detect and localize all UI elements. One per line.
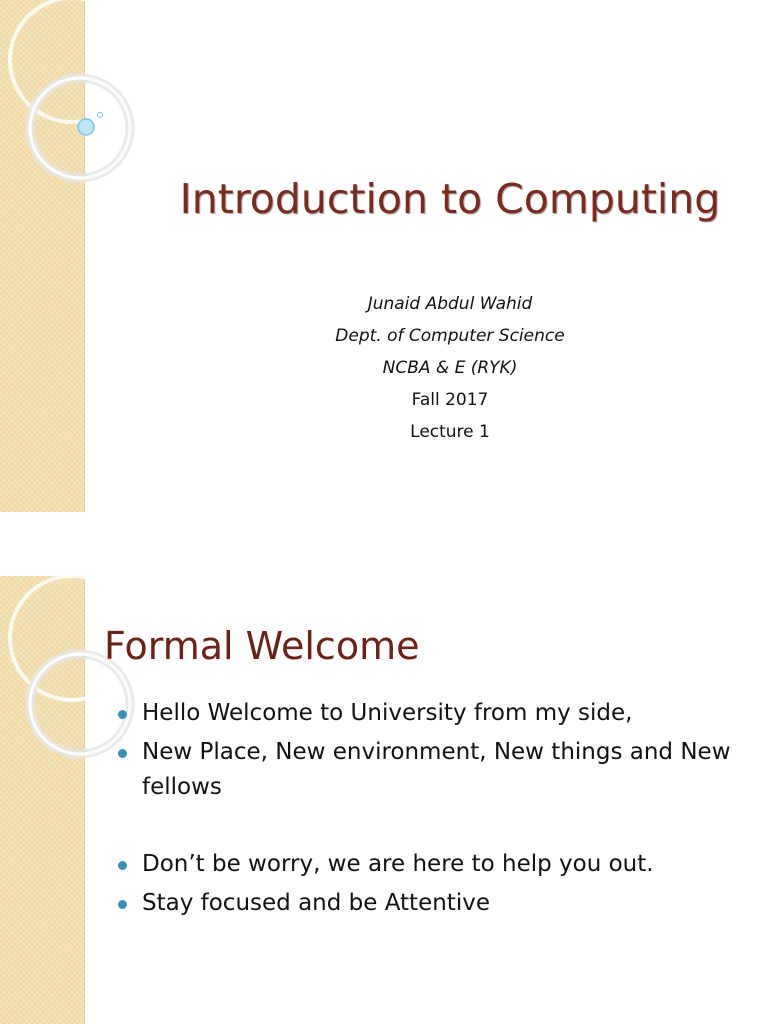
bullet-icon [118, 749, 127, 758]
lecture-number: Lecture 1 [410, 422, 490, 442]
list-item: Hello Welcome to University from my side, [118, 696, 738, 731]
list-item: Stay focused and be Attentive [118, 886, 738, 921]
bullet-icon [118, 710, 127, 719]
slide-title: Introduction to Computing [179, 175, 721, 223]
bullet-icon [118, 900, 127, 909]
bullet-icon [118, 861, 127, 870]
list-item: Don’t be worry, we are here to help you out. [118, 847, 738, 882]
slide-title: Formal Welcome [104, 624, 420, 668]
decorative-rings-icon [0, 0, 140, 260]
content-slide [0, 576, 768, 1024]
institution: NCBA & E (RYK) [382, 358, 518, 378]
list-item: New Place, New environment, New things and New fellows [118, 735, 738, 805]
slide-subtitle [150, 288, 750, 448]
author-name: Junaid Abdul Wahid [367, 294, 533, 314]
bullet-list [118, 696, 738, 925]
term: Fall 2017 [411, 390, 489, 410]
department: Dept. of Computer Science [335, 326, 565, 346]
slide-gap [0, 512, 768, 576]
